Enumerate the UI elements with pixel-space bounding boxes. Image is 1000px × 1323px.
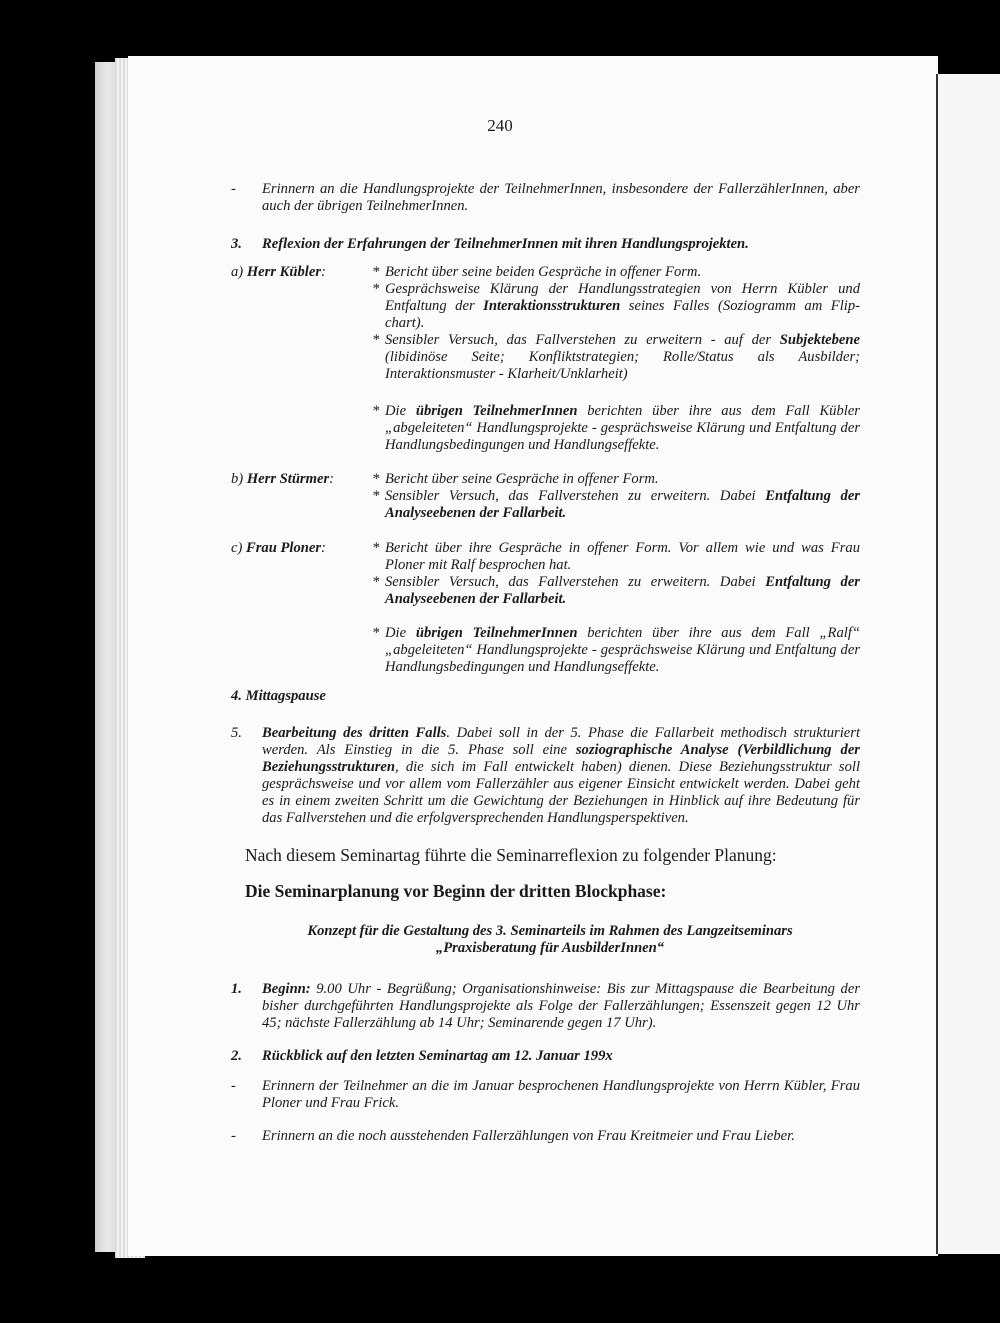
list-item: Bericht über seine beiden Gespräche in offener Form. [385,264,702,280]
section-heading: Reflexion der Erfahrungen der TeilnehmerInnen mit ihren Handlungsprojekten. [262,236,749,252]
list-item: Die übrigen TeilnehmerInnen berichten über ihre aus dem Fall „Ralf“ „abgeleiteten“ Handlungsprojekte - gesprächsweise Klärung und Entfaltung der Handlungsbedingungen und Handlungseffekte. [385,625,860,675]
bullet-star: * [372,403,380,419]
list-item: Sensibler Versuch, das Fallverstehen zu erweitern. Dabei Entfaltung der Analyseebenen der Fallarbeit. [385,574,860,607]
next-page-edge [936,74,1000,1254]
section-heading: 4. Mittagspause [231,688,326,704]
list-item: Die übrigen TeilnehmerInnen berichten über ihre aus dem Fall Kübler „abgeleiteten“ Handlungsprojekte - gesprächsweise Klärung und Entfaltung der Handlungsbedingungen und Handlungseffekte. [385,403,860,453]
person-label: c) Frau Ploner: [231,540,326,556]
bullet-dash: - [231,181,236,197]
list-item: Bericht über seine Gespräche in offener Form. [385,471,659,487]
list-item: Gesprächsweise Klärung der Handlungsstrategien von Herrn Kübler und Entfaltung der Interaktionsstrukturen seines Falles (Soziogramm am Flip-chart). [385,281,860,331]
list-item: Erinnern der Teilnehmer an die im Januar besprochenen Handlungsprojekte von Herrn Kübler, Frau Ploner und Frau Frick. [262,1078,860,1111]
bullet-star: * [372,574,380,590]
concept-title-line: „Praxisberatung für AusbilderInnen“ [435,940,665,956]
concept-title [230,923,870,957]
list-item: Bericht über ihre Gespräche in offener Form. Vor allem wie und was Frau Ploner mit Ralf besprochen hat. [385,540,860,573]
intro-paragraph: Erinnern an die Handlungsprojekte der TeilnehmerInnen, insbesondere der FallerzählerInnen, aber auch der übrigen TeilnehmerInnen. [262,181,860,214]
plan-item: Beginn: 9.00 Uhr - Begrüßung; Organisationshinweise: Bis zur Mittagspause die Bearbeitung der bisher durchgeführten Handlungsprojekte als Folge der Fallerzählungen; Essenszeit gegen 12 Uhr 45; nächste Fallerzählung ab 14 Uhr; Seminarende gegen 17 Uhr). [262,981,860,1031]
transition-text: Nach diesem Seminartag führte die Seminarreflexion zu folgender Planung: [245,845,777,865]
page-number: 240 [487,116,513,135]
bullet-star: * [372,488,380,504]
bullet-dash: - [231,1128,236,1144]
plan-item-title: Rückblick auf den letzten Seminartag am 12. Januar 199x [262,1048,613,1064]
section-number: 5. [231,725,242,741]
list-item: Erinnern an die noch ausstehenden Fallerzählungen von Frau Kreitmeier und Frau Lieber. [262,1128,795,1144]
subheading: Die Seminarplanung vor Beginn der dritten Blockphase: [245,881,667,901]
list-item: Sensibler Versuch, das Fallverstehen zu erweitern. Dabei Entfaltung der Analyseebenen der Fallarbeit. [385,488,860,521]
bullet-star: * [372,332,380,348]
section-number: 3. [231,236,242,252]
person-label: b) Herr Stürmer: [231,471,334,487]
bullet-star: * [372,471,380,487]
item-number: 2. [231,1048,242,1064]
list-item: Sensibler Versuch, das Fallverstehen zu erweitern - auf der Subjektebene (libidinöse Seite; Konfliktstrategien; Rolle/Status als Ausbilder; Interaktionsmuster - Klarheit/Unklarheit) [385,332,860,382]
bullet-star: * [372,625,380,641]
section-paragraph: Bearbeitung des dritten Falls. Dabei soll in der 5. Phase die Fallarbeit methodisch strukturiert werden. Als Einstieg in die 5. Phase soll eine soziographische Analyse (Verbildlichung der Beziehungsstrukturen, die sich im Fall entwickelt haben) dienen. Diese Beziehungsstruktur soll gesprächsweise und vor allem vom Fallerzähler aus eigener Einsicht entwickelt werden. Dabei geht es in einem zweiten Schritt um die Gewichtung der Beziehungen in Hinblick auf ihre Bedeutung für das Fallverstehen und die erfolgversprechenden Handlungsperspektiven. [262,725,860,826]
bullet-star: * [372,540,380,556]
bullet-star: * [372,281,380,297]
person-label: a) Herr Kübler: [231,264,326,280]
concept-title-line: Konzept für die Gestaltung des 3. Seminarteils im Rahmen des Langzeitseminars [307,923,793,939]
item-number: 1. [231,981,242,997]
bullet-dash: - [231,1078,236,1094]
bullet-star: * [372,264,380,280]
